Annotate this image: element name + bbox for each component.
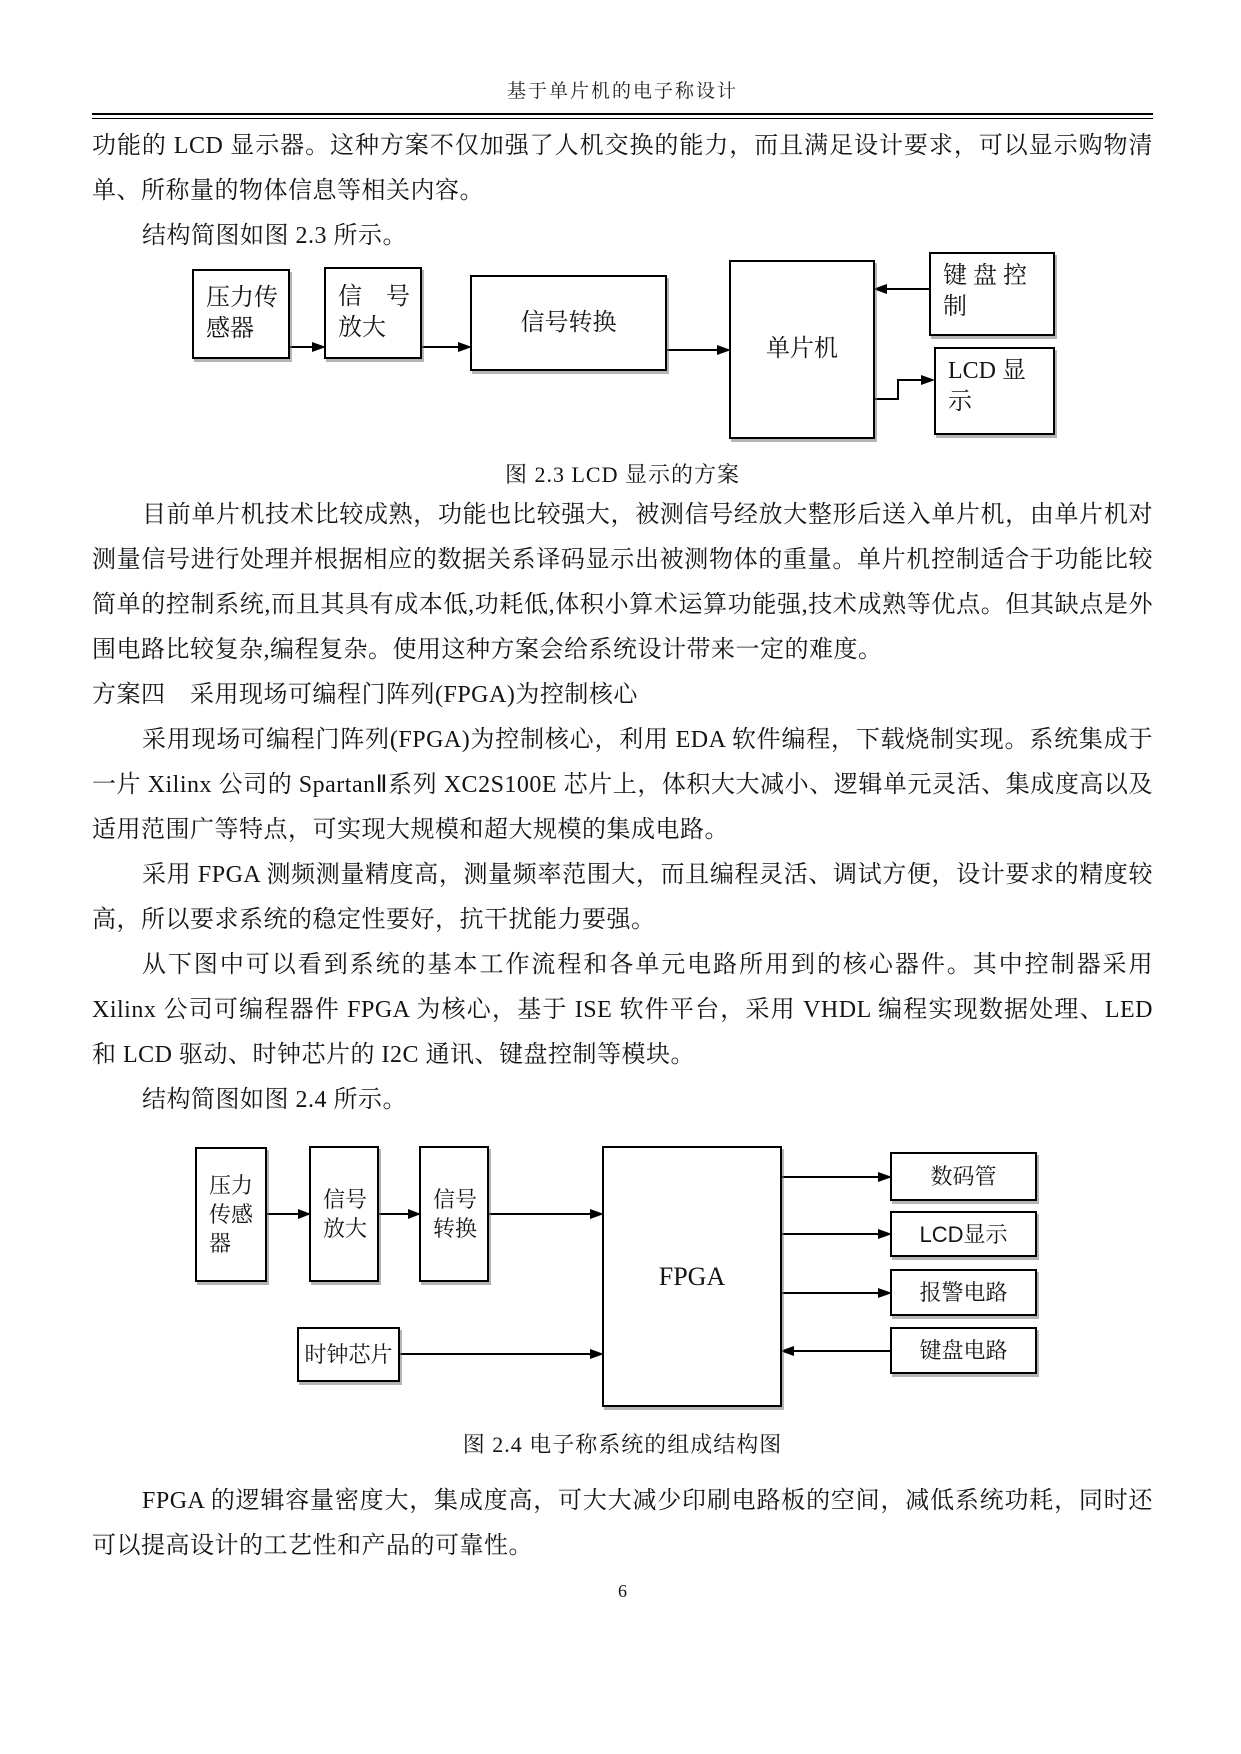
paragraph-scheme4-heading: 方案四 采用现场可编程门阵列(FPGA)为控制核心 <box>92 682 638 708</box>
paragraph-system-overview: 从下图中可以看到系统的基本工作流程和各单元电路所用到的核心器件。其中控制器采用 Xilinx 公司可编程器件 FPGA 为核心，基于 ISE 软件平台，采用 VHDL 编程实现数据处理、LED 和 LCD 驱动、时钟芯片的 I2C 通讯、键盘控制等模块。 <box>92 952 1153 1068</box>
figure-2-4 <box>92 1137 1153 1409</box>
box-lcd-display: LCD 显 示 <box>934 347 1055 435</box>
figure-2-3-caption: 图 2.3 LCD 显示的方案 <box>504 462 740 487</box>
box-signal-amplifier: 信 号 放大 <box>324 267 422 359</box>
paragraph-fig24-intro: 结构简图如图 2.4 所示。 <box>142 1087 407 1113</box>
paragraph-fig23-intro: 结构简图如图 2.3 所示。 <box>142 223 407 249</box>
arrow-mcu-to-lcd <box>875 380 922 399</box>
box-signal-converter: 信号转换 <box>470 275 667 371</box>
figure-2-4-caption: 图 2.4 电子称系统的组成结构图 <box>462 1432 783 1457</box>
figure-2-3 <box>92 251 1153 447</box>
box-lcd-display: LCD显示 <box>890 1211 1037 1257</box>
header-rule-thin <box>92 118 1153 119</box>
paragraph-fpga-precision: 采用 FPGA 测频测量精度高，测量频率范围大，而且编程灵活、调试方便，设计要求的精度较高，所以要求系统的稳定性要好，抗干扰能力要强。 <box>92 862 1153 933</box>
box-keyboard-control: 键 盘 控 制 <box>929 252 1055 336</box>
page-number: 6 <box>618 1581 627 1601</box>
box-clock-chip: 时钟芯片 <box>297 1327 400 1382</box>
box-keyboard-circuit: 键盘电路 <box>890 1327 1037 1374</box>
paragraph-mcu-discussion: 目前单片机技术比较成熟，功能也比较强大，被测信号经放大整形后送入单片机，由单片机对测量信号进行处理并根据相应的数据关系译码显示出被测物体的重量。单片机控制适合于功能比较简单的控制系统,而且其具有成本低,功耗低,体积小算术运算功能强,技术成熟等优点。但其缺点是外围电路比较复杂,编程复杂。使用这种方案会给系统设计带来一定的难度。 <box>92 502 1153 663</box>
box-fpga: FPGA <box>602 1146 782 1407</box>
box-signal-amplifier: 信号 放大 <box>309 1146 379 1282</box>
paragraph-fpga-advantages: FPGA 的逻辑容量密度大，集成度高，可大大减少印刷电路板的空间，减低系统功耗，同时还可以提高设计的工艺性和产品的可靠性。 <box>92 1488 1153 1559</box>
paragraph-lcd-continuation: 功能的 LCD 显示器。这种方案不仅加强了人机交换的能力，而且满足设计要求，可以显示购物清单、所称量的物体信息等相关内容。 <box>92 133 1153 204</box>
arrowhead-keyboard-to-fpga <box>780 1346 794 1356</box>
box-pressure-sensor: 压力传 感器 <box>192 269 290 359</box>
paragraph-fpga-intro: 采用现场可编程门阵列(FPGA)为控制核心，利用 EDA 软件编程，下载烧制实现。系统集成于一片 Xilinx 公司的 SpartanⅡ系列 XC2S100E 芯片上，体积大大减小、逻辑单元灵活、集成度高以及适用范围广等特点，可实现大规模和超大规模的集成电路。 <box>92 727 1153 843</box>
box-pressure-sensor: 压力 传感 器 <box>195 1147 267 1282</box>
box-digital-tube: 数码管 <box>890 1152 1037 1201</box>
header-rule-thick <box>92 113 1153 115</box>
box-signal-converter: 信号 转换 <box>419 1146 489 1282</box>
box-alarm-circuit: 报警电路 <box>890 1269 1037 1316</box>
arrowhead-mcu-to-lcd <box>921 375 935 385</box>
page-header-title: 基于单片机的电子称设计 <box>506 81 738 102</box>
arrowhead-keyboard-to-mcu <box>873 284 887 294</box>
box-mcu: 单片机 <box>729 260 875 439</box>
